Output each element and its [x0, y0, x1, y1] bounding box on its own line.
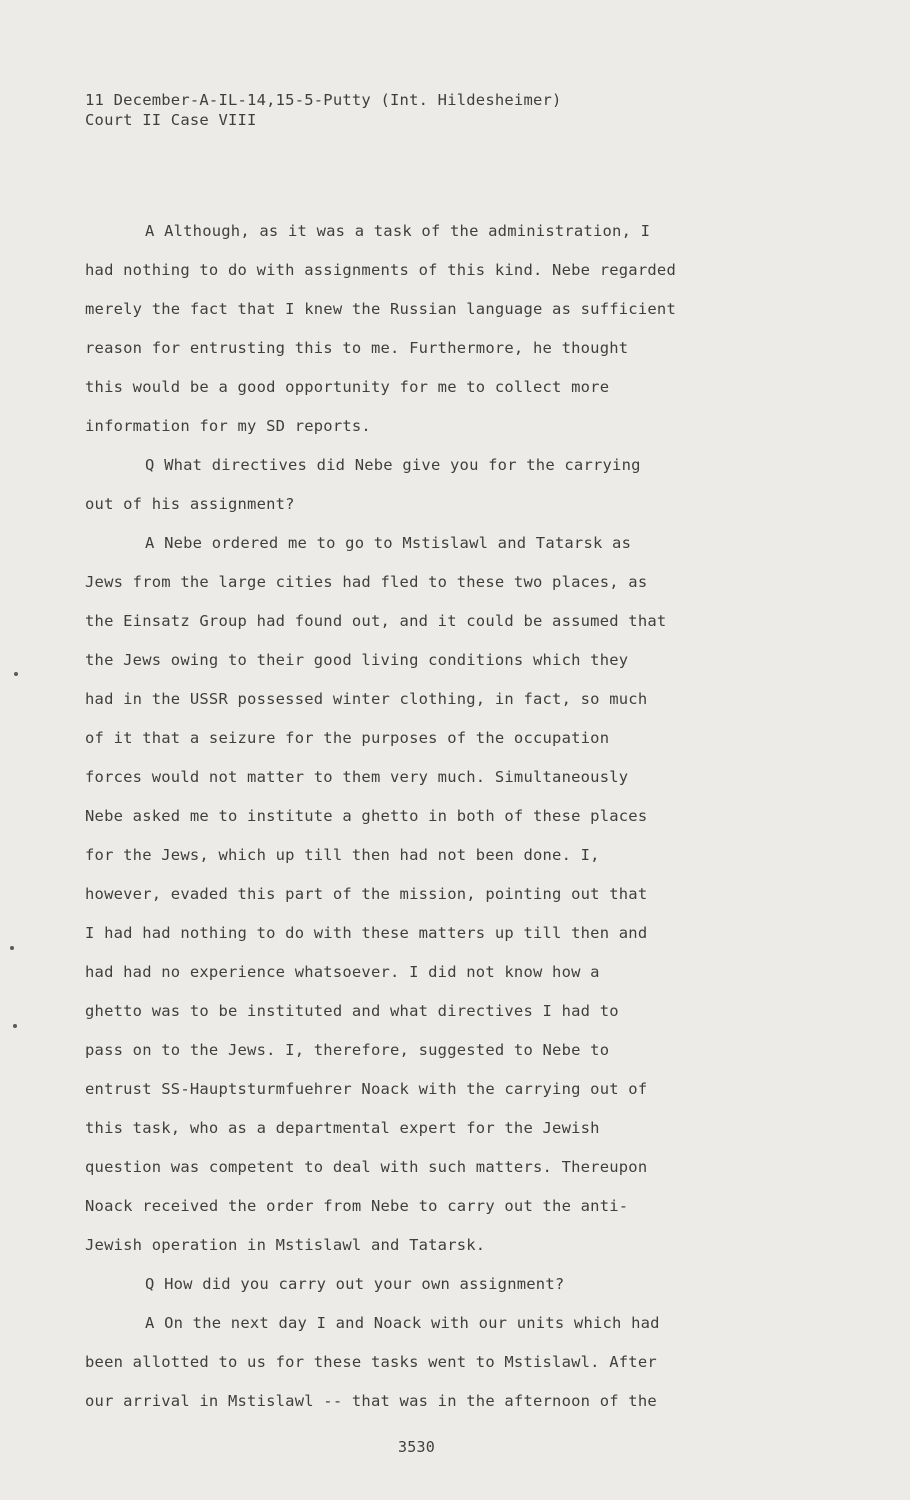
transcript-line: entrust SS-Hauptsturmfuehrer Noack with the carrying out of	[85, 1080, 648, 1098]
transcript-line: question was competent to deal with such matters. Thereupon	[85, 1158, 648, 1176]
margin-mark	[14, 672, 18, 676]
page-number: 3530	[398, 1438, 435, 1456]
transcript-line: ghetto was to be instituted and what directives I had to	[85, 1002, 619, 1020]
transcript-line: out of his assignment?	[85, 495, 295, 513]
transcript-line: the Jews owing to their good living conditions which they	[85, 651, 629, 669]
transcript-line: our arrival in Mstislawl -- that was in the afternoon of the	[85, 1392, 657, 1410]
transcript-body	[85, 212, 825, 1421]
transcript-line: this would be a good opportunity for me to collect more	[85, 378, 610, 396]
transcript-line: been allotted to us for these tasks went to Mstislawl. After	[85, 1353, 657, 1371]
document-header	[85, 90, 562, 130]
transcript-line: information for my SD reports.	[85, 417, 371, 435]
transcript-line: A Nebe ordered me to go to Mstislawl and Tatarsk as	[145, 534, 632, 552]
transcript-line: of it that a seizure for the purposes of the occupation	[85, 729, 610, 747]
transcript-line: had had no experience whatsoever. I did not know how a	[85, 963, 600, 981]
header-date-line: 11 December-A-IL-14,15-5-Putty (Int. Hildesheimer)	[85, 91, 562, 109]
transcript-line: the Einsatz Group had found out, and it could be assumed that	[85, 612, 667, 630]
transcript-line: Q What directives did Nebe give you for the carrying	[145, 456, 641, 474]
transcript-line: Q How did you carry out your own assignment?	[145, 1275, 565, 1293]
transcript-line: A On the next day I and Noack with our units which had	[145, 1314, 660, 1332]
header-court-line: Court II Case VIII	[85, 111, 257, 129]
transcript-line: forces would not matter to them very much. Simultaneously	[85, 768, 629, 786]
transcript-line: had in the USSR possessed winter clothing, in fact, so much	[85, 690, 648, 708]
transcript-line: reason for entrusting this to me. Furthermore, he thought	[85, 339, 629, 357]
transcript-line: Jews from the large cities had fled to these two places, as	[85, 573, 648, 591]
transcript-line: had nothing to do with assignments of this kind. Nebe regarded	[85, 261, 676, 279]
transcript-line: A Although, as it was a task of the administration, I	[145, 222, 651, 240]
transcript-line: for the Jews, which up till then had not been done. I,	[85, 846, 600, 864]
transcript-line: Jewish operation in Mstislawl and Tatarsk.	[85, 1236, 486, 1254]
transcript-line: I had had nothing to do with these matters up till then and	[85, 924, 648, 942]
margin-mark	[10, 946, 14, 950]
transcript-line: however, evaded this part of the mission, pointing out that	[85, 885, 648, 903]
transcript-line: merely the fact that I knew the Russian language as sufficient	[85, 300, 676, 318]
transcript-line: pass on to the Jews. I, therefore, suggested to Nebe to	[85, 1041, 610, 1059]
margin-mark	[13, 1024, 17, 1028]
transcript-line: this task, who as a departmental expert for the Jewish	[85, 1119, 600, 1137]
transcript-line: Nebe asked me to institute a ghetto in both of these places	[85, 807, 648, 825]
transcript-line: Noack received the order from Nebe to carry out the anti-	[85, 1197, 629, 1215]
